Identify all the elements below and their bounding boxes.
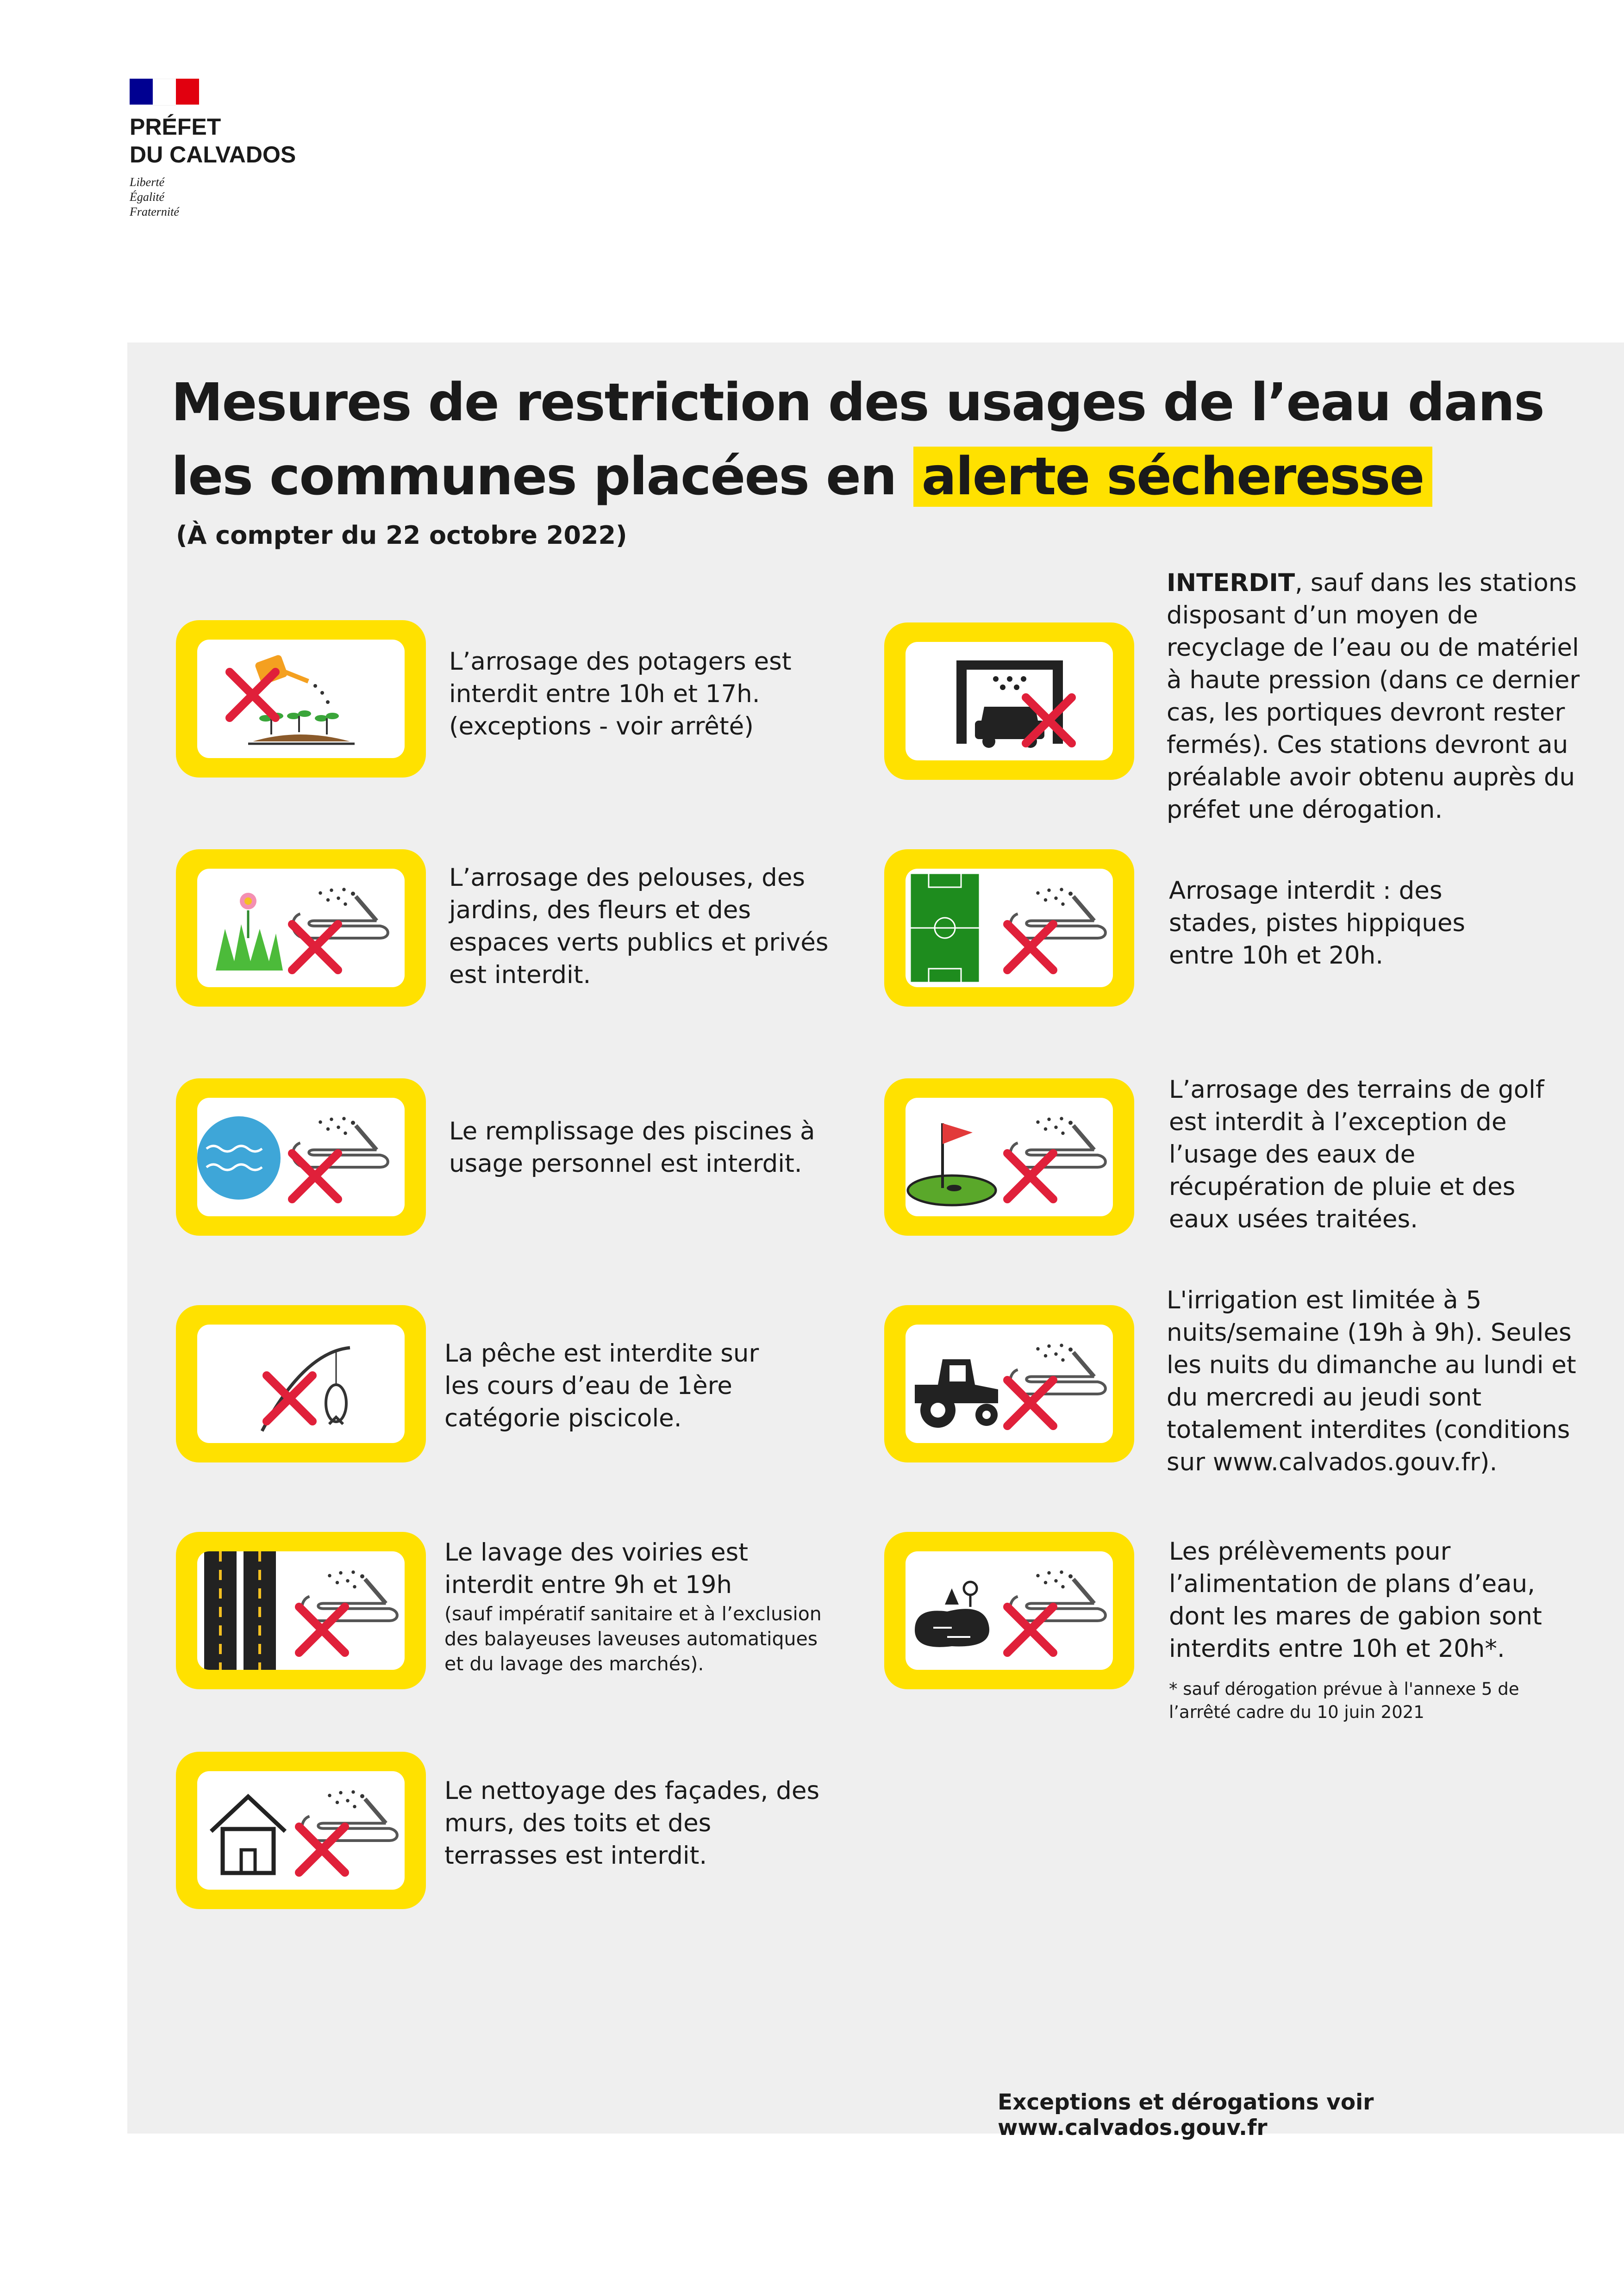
tractor-icon	[906, 1325, 1113, 1443]
stadium-watering-tile	[884, 849, 1134, 1007]
org-name-line1: PRÉFET	[130, 114, 221, 140]
lawn-watering-text: L’arrosage des pelouses, des jardins, des fleurs et des espaces verts publics et privés est interdit.	[449, 864, 829, 989]
swimming-pool-icon	[197, 1098, 405, 1216]
republic-motto: Liberté Égalité Fraternité	[130, 175, 179, 218]
watering-can-garden-icon	[197, 640, 405, 758]
car-wash-tile	[884, 622, 1134, 780]
house-icon	[197, 1771, 405, 1890]
irrigation-tile	[884, 1305, 1134, 1462]
derogation-note: * sauf dérogation prévue à l'annexe 5 de l’arrêté cadre du 10 juin 2021	[1169, 1679, 1519, 1722]
effective-date: (À compter du 22 octobre 2022)	[176, 521, 627, 550]
golf-watering-text: L’arrosage des terrains de golf est interdit à l’exception de l’usage des eaux de récupération de pluie et des eaux usées traitées.	[1169, 1076, 1544, 1233]
garden-watering-text: L’arrosage des potagers est interdit entre 10h et 17h. (exceptions - voir arrêté)	[449, 647, 792, 740]
golf-flag-icon	[906, 1098, 1113, 1216]
alert-highlight: alerte sécheresse	[913, 447, 1432, 507]
prefecture-logo	[130, 79, 296, 219]
fishing-text: La pêche est interdite sur les cours d’eau de 1ère catégorie piscicole.	[444, 1339, 759, 1432]
pond-filling-text: Les prélèvements pour l’alimentation de plans d’eau, dont les mares de gabion sont interdits entre 10h et 20h*.	[1169, 1537, 1542, 1663]
pond-filling-tile	[884, 1532, 1134, 1689]
facade-cleaning-tile	[176, 1752, 426, 1909]
pool-filling-tile	[176, 1078, 426, 1236]
fishing-icon	[197, 1325, 405, 1443]
road-washing-text: Le lavage des voiries est interdit entre 9h et 19h (sauf impératif sanitaire et à l’exclusion des balayeuses laveuses automatiques et du lavage des marchés).	[444, 1538, 822, 1675]
pond-icon	[906, 1551, 1113, 1670]
football-pitch-icon	[906, 869, 1113, 987]
marianne-flag-icon	[130, 79, 199, 105]
org-name-line2: DU CALVADOS	[130, 142, 296, 168]
garden-watering-tile	[176, 620, 426, 778]
road-washing-tile	[176, 1532, 426, 1689]
car-wash-icon	[906, 642, 1113, 760]
road-icon	[197, 1551, 405, 1670]
page-title: Mesures de restriction des usages de l’eau dans les communes placées en alerte sécheresse	[171, 373, 1544, 507]
lawn-watering-tile	[176, 849, 426, 1007]
footer-link-text: Exceptions et dérogations voir www.calvados.gouv.fr	[998, 2090, 1374, 2140]
irrigation-text: L'irrigation est limitée à 5 nuits/semaine (19h à 9h). Seules les nuits du dimanche au lundi et du mercredi au jeudi sont totalement interdites (conditions sur www.calvados.gouv.fr).	[1167, 1286, 1576, 1476]
pool-filling-text: Le remplissage des piscines à usage personnel est interdit.	[449, 1117, 815, 1178]
facade-cleaning-text: Le nettoyage des façades, des murs, des toits et des terrasses est interdit.	[444, 1777, 820, 1870]
flower-lawn-icon	[197, 869, 405, 987]
golf-watering-tile	[884, 1078, 1134, 1236]
stadium-watering-text: Arrosage interdit : des stades, pistes hippiques entre 10h et 20h.	[1169, 877, 1466, 970]
car-wash-text: INTERDIT, sauf dans les stations disposant d’un moyen de recyclage de l’eau ou de matériel à haute pression (dans ce dernier cas, les portiques devront rester fermés). Ces stations devront au préalable avoir obtenu auprès du préfet une dérogation.	[1167, 569, 1580, 824]
fishing-tile	[176, 1305, 426, 1462]
